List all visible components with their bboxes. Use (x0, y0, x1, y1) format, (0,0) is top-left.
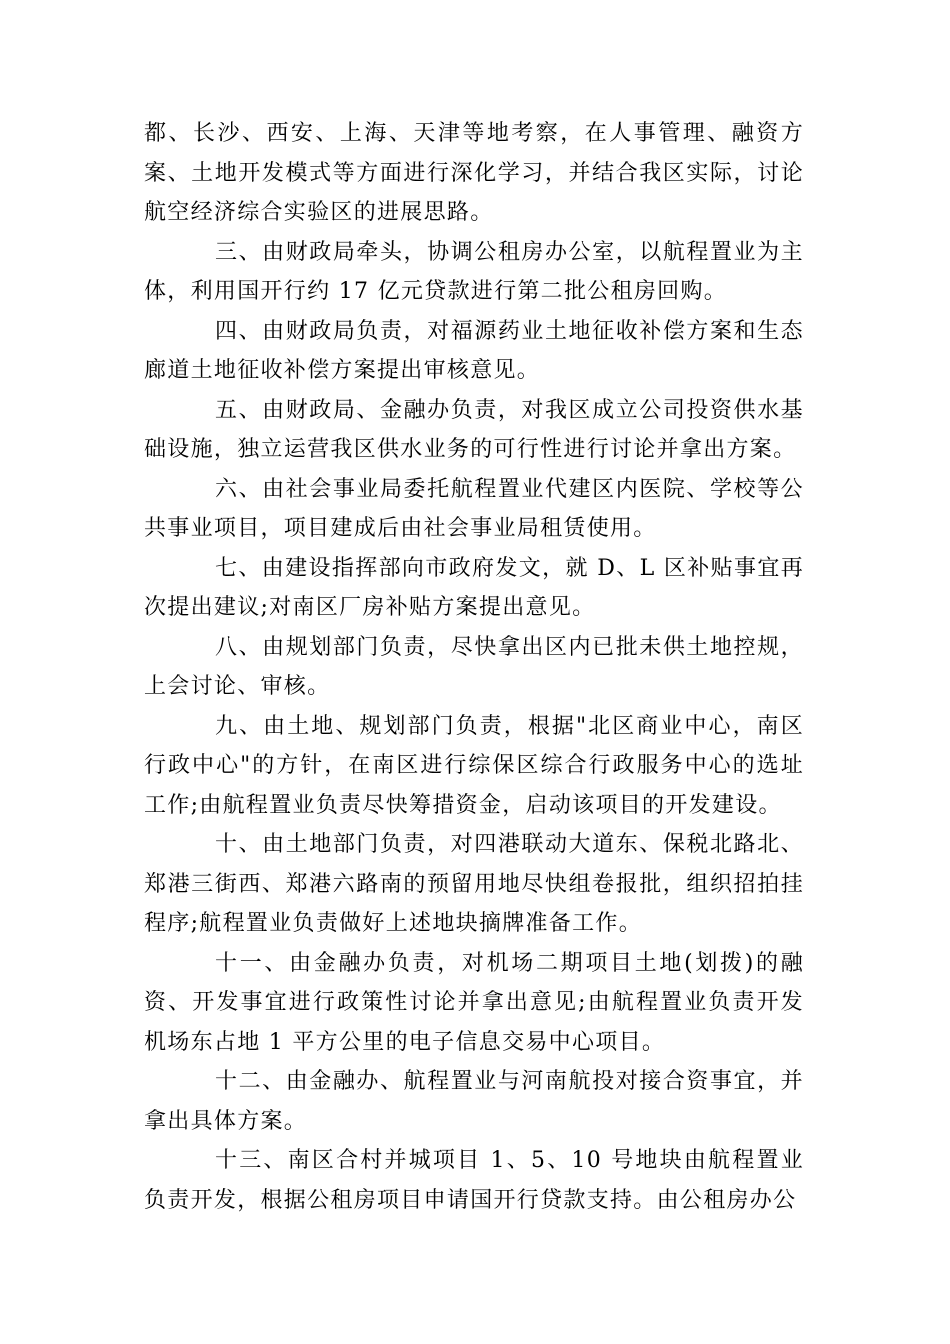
paragraph-item-8: 八、由规划部门负责，尽快拿出区内已批未供土地控规，上会讨论、审核。 (144, 634, 804, 699)
paragraph-item-9: 九、由土地、规划部门负责，根据"北区商业中心，南区行政中心"的方针，在南区进行综保区综合行政服务中心的选址工作;由航程置业负责尽快筹措资金，启动该项目的开发建设。 (144, 713, 804, 818)
paragraph-item-10: 十、由土地部门负责，对四港联动大道东、保税北路北、郑港三街西、郑港六路南的预留用地尽快组卷报批，组织招拍挂程序;航程置业负责做好上述地块摘牌准备工作。 (144, 832, 804, 936)
paragraph-item-4: 四、由财政局负责，对福源药业土地征收补偿方案和生态廊道土地征收补偿方案提出审核意见。 (144, 318, 804, 383)
paragraph-item-6: 六、由社会事业局委托航程置业代建区内医院、学校等公共事业项目，项目建成后由社会事业局租赁使用。 (144, 476, 804, 541)
paragraph-item-12: 十二、由金融办、航程置业与河南航投对接合资事宜，并拿出具体方案。 (144, 1069, 804, 1134)
paragraph-continued: 都、长沙、西安、上海、天津等地考察，在人事管理、融资方案、土地开发模式等方面进行深化学习，并结合我区实际，讨论航空经济综合实验区的进展思路。 (144, 121, 804, 225)
paragraph-item-11: 十一、由金融办负责，对机场二期项目土地(划拨)的融资、开发事宜进行政策性讨论并拿出意见;由航程置业负责开发机场东占地 1 平方公里的电子信息交易中心项目。 (144, 950, 804, 1055)
document-body (144, 114, 804, 1220)
paragraph-item-5: 五、由财政局、金融办负责，对我区成立公司投资供水基础设施，独立运营我区供水业务的可行性进行讨论并拿出方案。 (144, 397, 804, 462)
paragraph-item-13: 十三、南区合村并城项目 1、5、10 号地块由航程置业负责开发，根据公租房项目申请国开行贷款支持。由公租房办公 (144, 1148, 804, 1213)
paragraph-item-7: 七、由建设指挥部向市政府发文，就 D、L 区补贴事宜再次提出建议;对南区厂房补贴方案提出意见。 (144, 555, 804, 620)
paragraph-item-3: 三、由财政局牵头，协调公租房办公室，以航程置业为主体，利用国开行约 17 亿元贷款进行第二批公租房回购。 (144, 239, 804, 304)
